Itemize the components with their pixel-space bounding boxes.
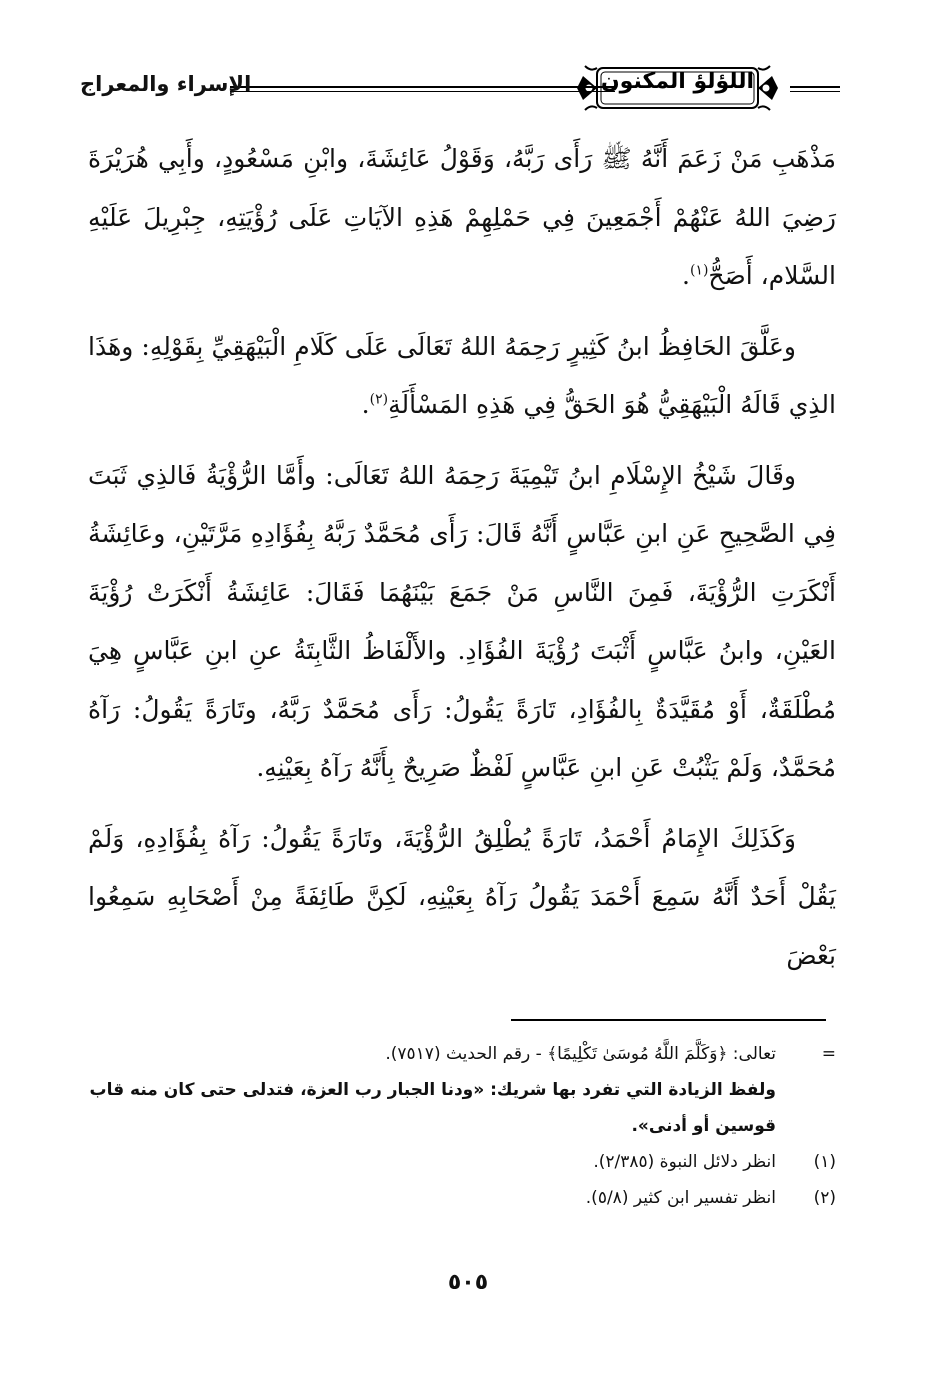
paragraph — [88, 130, 836, 306]
footnote-text: انظر تفسير ابن كثير (٥/٨). — [585, 1188, 776, 1208]
footnote-separator — [511, 1019, 826, 1021]
footnote-item — [88, 1180, 836, 1216]
paragraph: وَكَذَلِكَ الإِمَامُ أَحْمَدُ، تَارَةً يُطْلِقُ الرُّؤْيَةَ، وتَارَةً يَقُولُ: رَآهُ بِفُؤَادِهِ، وَلَمْ يَقُلْ أَحَدٌ أَنَّهُ سَمِعَ أَحْمَدَ يَقُولُ رَآهُ بِعَيْنِهِ، لَكِنَّ طَائِفَةً مِنْ أَصْحَابِهِ سَمِعُوا بَعْضَ — [88, 823, 836, 970]
paragraph: وقَالَ شَيْخُ الإِسْلَامِ ابنُ تَيْمِيَةَ رَحِمَهُ اللهُ تَعَالَى: وأَمَّا الرُّؤْيَةُ فَالذِي ثَبَتَ فِي الصَّحِيحِ عَنِ ابنِ عَبَّاسٍ أَنَّهُ قَالَ: رَأَى مُحَمَّدٌ رَبَّهُ بِفُؤَادِهِ مَرَّتَيْنِ، وعَائِشَةُ أَنْكَرَتِ الرُّؤْيَةَ، فَمِنَ النَّاسِ مَنْ جَمَعَ بَيْنَهُمَا فَقَالَ: عَائِشَةُ أَنْكَرَتْ رُؤْيَةَ العَيْنِ، وابنُ عَبَّاسٍ أَثْبَتَ رُؤْيَةَ الفُؤَادِ. والأَلْفَاظُ الثَّابِتَةُ عنِ ابنِ عَبَّاسٍ هِيَ مُطْلَقَةٌ، أَوْ مُقَيَّدَةٌ بِالفُؤَادِ، تَارَةً يَقُولُ: رَأَى مُحَمَّدٌ رَبَّهُ، وتَارَةً يَقُولُ: رَآهُ مُحَمَّدٌ، وَلَمْ يَثْبُتْ عَنِ ابنِ عَبَّاسٍ لَفْظٌ صَرِيحٌ بِأَنَّهُ رَآهُ بِعَيْنِهِ. — [88, 460, 836, 782]
footnote-ref: (٢) — [369, 391, 389, 408]
footnotes — [88, 1036, 836, 1216]
section-title: الإسراء والمعراج — [80, 72, 252, 96]
paragraph — [88, 318, 836, 435]
header-rule — [230, 86, 615, 88]
footnote-ref: (١) — [689, 262, 709, 279]
footnote-number: (٢) — [813, 1188, 836, 1208]
footnote-item — [88, 1144, 836, 1180]
footnote-text: انظر دلائل النبوة (٢/٣٨٥). — [593, 1152, 776, 1172]
main-text — [88, 130, 836, 985]
header-rule — [230, 91, 615, 92]
footnote-number: (١) — [813, 1152, 836, 1172]
header-rule — [790, 91, 840, 92]
paragraph-text: مَذْهَبِ مَنْ زَعَمَ أَنَّهُ ﷺ رَأَى رَبَّهُ، وَقَوْلُ عَائِشَةَ، وابْنِ مَسْعُودٍ، وأَبِي هُرَيْرَةَ رَضِيَ اللهُ عَنْهُمْ أَجْمَعِينَ فِي حَمْلِهِمْ هَذِهِ الآيَاتِ عَلَى رُؤْيَتِهِ، جِبْرِيلَ عَلَيْهِ السَّلام، أَصَحُّ — [88, 144, 836, 290]
footnote-continuation — [88, 1036, 836, 1072]
continuation-mark: = — [821, 1044, 836, 1064]
page-number: ٥٠٥ — [447, 1270, 489, 1295]
footnote-addition: ولفظ الزيادة التي تفرد بها شريك: «ودنا الجبار رب العزة، فتدلى حتى كان منه قاب قوسين أو أدنى». — [89, 1080, 776, 1136]
paragraph-end: . — [681, 261, 690, 290]
paragraph-end: . — [361, 390, 370, 419]
page-header — [80, 60, 840, 120]
paragraph-text: وعَلَّقَ الحَافِظُ ابنُ كَثِيرٍ رَحِمَهُ اللهُ تَعَالَى عَلَى كَلَامِ الْبَيْهَقِيِّ بِقَوْلِهِ: وهَذَا الذِي قَالَهُ الْبَيْهَقِيُّ هُوَ الحَقُّ فِي هَذِهِ المَسْأَلَةِ — [88, 331, 836, 419]
book-title: اللؤلؤ المكنون — [600, 69, 755, 94]
header-rule — [790, 86, 840, 88]
footnote-text: تعالى: ﴿وَكَلَّمَ اللَّهُ مُوسَىٰ تَكْلِيمًا﴾ - رقم الحديث (٧٥١٧). — [385, 1044, 776, 1064]
